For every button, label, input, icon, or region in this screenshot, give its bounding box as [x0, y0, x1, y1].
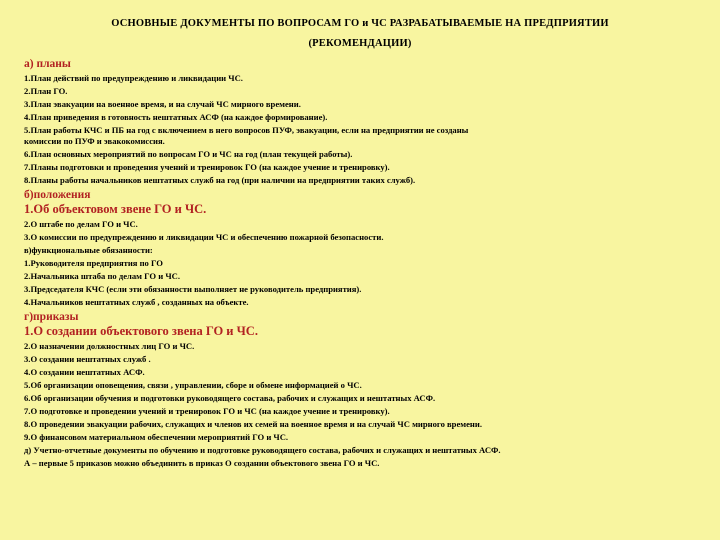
list-item: 6.План основных мероприятий по вопросам ГО и ЧС на год (план текущей работы). [24, 149, 353, 159]
list-item: 5.Об организации оповещения, связи , управлении, сборе и обмене информацией о ЧС. [24, 380, 362, 390]
list-item: 9.О финансовом материальном обеспечении мероприятий ГО и ЧС. [24, 432, 289, 442]
list-item: 2.Начальника штаба по делам ГО и ЧС. [24, 271, 180, 281]
list-item: 7.О подготовке и проведении учений и тренировок ГО и ЧС (на каждое учение и тренировку). [24, 406, 390, 416]
list-item: 8.О проведении эвакуации рабочих, служащих и членов их семей на военное время и на случай ЧС мирного времени. [24, 419, 482, 429]
list-item: комиссии по ПУФ и эвакокомиссия. [24, 136, 165, 146]
list-item: 1.Руководителя предприятия по ГО [24, 258, 163, 268]
section-orders-heading: г)приказы [24, 311, 79, 323]
list-item: А – первые 5 приказов можно объединить в приказ О создании объектового звена ГО и ЧС. [24, 458, 380, 468]
list-item: 8.Планы работы начальников нештатных служб на год (при наличии на предприятии таких служб). [24, 175, 416, 185]
section-regulations-heading: б)положения [24, 189, 91, 201]
list-item: 5.План работы КЧС и ПБ на год с включением в него вопросов ПУФ, эвакуации, если на предприятии не созданы [24, 125, 469, 135]
list-item: в)функциональные обязанности: [24, 245, 153, 255]
list-item: 4.Начальников нештатных служб , созданных на объекте. [24, 297, 249, 307]
section-orders-subheading: 1.О создании объектового звена ГО и ЧС. [24, 324, 258, 338]
list-item: 7.Планы подготовки и проведения учений и тренировок ГО (на каждое учение и тренировку). [24, 162, 390, 172]
list-item: 4.План приведения в готовность нештатных АСФ (на каждое формирование). [24, 112, 328, 122]
list-item: 3.План эвакуации на военное время, и на случай ЧС мирного времени. [24, 99, 301, 109]
list-item: 6.Об организации обучения и подготовки руководящего состава, рабочих и служащих и нештатных АСФ. [24, 393, 436, 403]
list-item: 1.План действий по предупреждению и ликвидации ЧС. [24, 73, 243, 83]
list-item: 2.План ГО. [24, 86, 68, 96]
list-item: 3.Председателя КЧС (если эти обязанности выполняет не руководитель предприятия). [24, 284, 362, 294]
list-item: 2.О назначении должностных лиц ГО и ЧС. [24, 341, 195, 351]
document-title: ОСНОВНЫЕ ДОКУМЕНТЫ ПО ВОПРОСАМ ГО и ЧС РАЗРАБАТЫВАЕМЫЕ НА ПРЕДПРИЯТИИ [111, 18, 609, 29]
list-item: 3.О создании нештатных служб . [24, 354, 151, 364]
document-body [24, 57, 704, 469]
list-item: 2.О штабе по делам ГО и ЧС. [24, 219, 138, 229]
section-regulations-subheading: 1.Об объектовом звене ГО и ЧС. [24, 202, 207, 216]
document-subtitle: (РЕКОМЕНДАЦИИ) [308, 38, 412, 49]
list-item: 3.О комиссии по предупреждению и ликвидации ЧС и обеспечению пожарной безопасности. [24, 232, 384, 242]
list-item: д) Учетно-отчетные документы по обучению и подготовке руководящего состава, рабочих и служащих и нештатных АСФ. [24, 445, 501, 455]
section-plans-heading: а) планы [24, 58, 71, 70]
list-item: 4.О создании нештатных АСФ. [24, 367, 145, 377]
